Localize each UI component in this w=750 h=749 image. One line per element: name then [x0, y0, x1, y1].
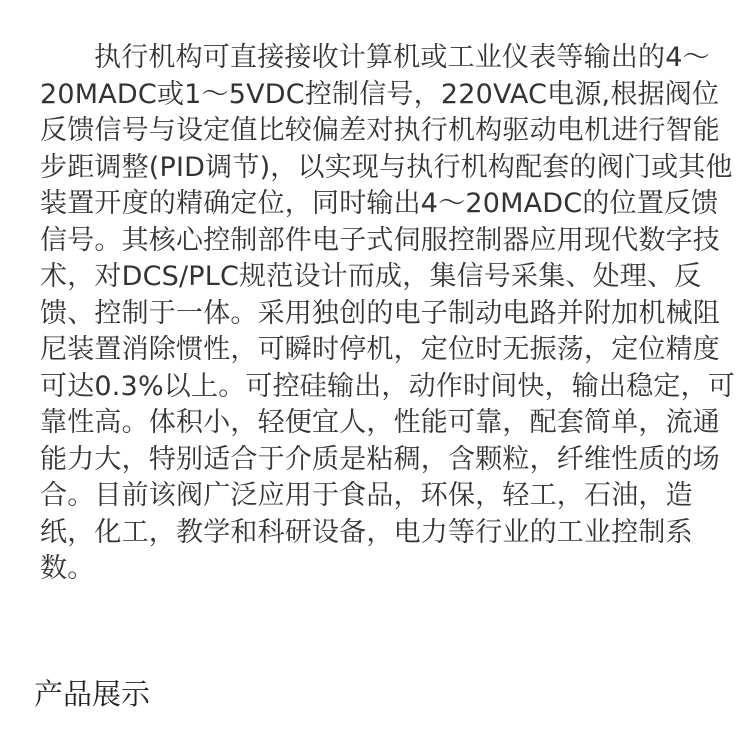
product-description-paragraph: 执行机构可直接接收计算机或工业仪表等输出的4～20MADC或1～5VDC控制信号，220VAC电源,根据阀位反馈信号与设定值比较偏差对执行机构驱动电机进行智能步距调整(PID调节)，以实现与执行机构配套的阀门或其他装置开度的精确定位，同时输出4～20MADC的位置反馈信号。其核心控制部件电子式伺服控制器应用现代数字技术，对DCS/PLC规范设计而成，集信号采集、处理、反馈、控制于一体。采用独创的电子制动电路并附加机械阻尼装置消除惯性，可瞬时停机，定位时无振荡，定位精度可达0.3%以上。可控硅输出，动作时间快，输出稳定，可靠性高。体积小，轻便宜人，性能可靠，配套简单，流通能力大，特别适合于介质是粘稠，含颗粒，纤维性质的场合。目前该阀广泛应用于食品，环保，轻工，石油，造纸，化工，教学和科研设备，电力等行业的工业控制系数。	[40, 42, 735, 584]
article-body	[40, 40, 740, 588]
product-showcase-heading: 产品展示	[34, 677, 151, 711]
